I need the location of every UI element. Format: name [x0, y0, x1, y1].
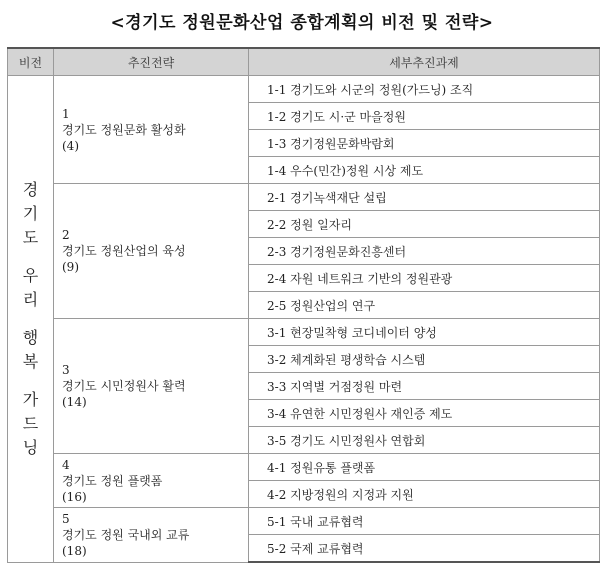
task-cell: 1-4 우수(민간)정원 시상 제도 [249, 157, 600, 184]
strategy-count: (14) [62, 395, 87, 409]
task-cell: 2-2 정원 일자리 [249, 211, 600, 238]
strategy-count: (18) [62, 543, 87, 558]
strategy-name: 경기도 정원 국내외 교류 [62, 527, 190, 542]
table-row [8, 184, 600, 211]
strategy-name: 경기도 정원 플랫폼 [62, 473, 163, 488]
vision-char: 닝 [22, 437, 39, 457]
vision-char: 우 [22, 265, 39, 285]
strategy-num: 1 [62, 106, 70, 121]
table-row [8, 454, 600, 481]
task-cell: 3-1 현장밀착형 코디네이터 양성 [249, 319, 600, 346]
vision-char: 가 [22, 389, 39, 409]
strategy-name: 경기도 정원산업의 육성 [62, 244, 186, 258]
strategy-count: (16) [62, 489, 87, 504]
vision-char: 행 [22, 327, 39, 347]
vision-char: 복 [22, 351, 39, 371]
strategy-cell [54, 184, 249, 319]
strategy-num: 5 [62, 511, 70, 526]
task-cell: 3-4 유연한 시민정원사 재인증 제도 [249, 400, 600, 427]
task-cell: 1-2 경기도 시·군 마을정원 [249, 103, 600, 130]
vision-char: 리 [22, 289, 39, 309]
task-cell: 3-3 지역별 거점정원 마련 [249, 373, 600, 400]
strategy-name: 경기도 정원문화 활성화 [62, 122, 186, 137]
strategy-cell [54, 319, 249, 454]
vision-char: 경 [22, 179, 39, 199]
strategy-count: (9) [62, 260, 79, 274]
table-row [8, 319, 600, 346]
header-strategy: 추진전략 [54, 48, 249, 76]
table-body [8, 76, 600, 563]
task-cell: 1-3 경기정원문화박람회 [249, 130, 600, 157]
strategy-cell [54, 454, 249, 508]
task-cell: 4-2 지방정원의 지정과 지원 [249, 481, 600, 508]
task-cell: 2-4 자원 네트워크 기반의 정원관광 [249, 265, 600, 292]
header-vision: 비전 [8, 48, 54, 76]
strategy-num: 2 [62, 228, 70, 242]
header-row [8, 48, 600, 76]
vision-cell [8, 76, 54, 563]
strategy-cell [54, 76, 249, 184]
task-cell: 2-1 경기녹색재단 설립 [249, 184, 600, 211]
strategy-table [7, 47, 600, 563]
task-cell: 4-1 정원유통 플랫폼 [249, 454, 600, 481]
strategy-count: (4) [62, 138, 79, 153]
strategy-cell [54, 508, 249, 563]
header-tasks: 세부추진과제 [249, 48, 600, 76]
strategy-num: 3 [62, 363, 70, 377]
task-cell: 1-1 경기도와 시군의 정원(가드닝) 조직 [249, 76, 600, 103]
task-cell: 5-2 국제 교류협력 [249, 535, 600, 563]
strategy-name: 경기도 시민정원사 활력 [62, 379, 186, 393]
task-cell: 2-3 경기정원문화진흥센터 [249, 238, 600, 265]
vision-char: 드 [22, 413, 39, 433]
page-title: <경기도 정원문화산업 종합계획의 비전 및 전략> [110, 13, 494, 33]
task-cell: 3-2 체계화된 평생학습 시스템 [249, 346, 600, 373]
table-row [8, 508, 600, 535]
task-cell: 5-1 국내 교류협력 [249, 508, 600, 535]
task-cell: 3-5 경기도 시민정원사 연합회 [249, 427, 600, 454]
vision-char: 도 [22, 227, 39, 247]
strategy-num: 4 [62, 457, 70, 472]
table-row [8, 76, 600, 103]
vision-char: 기 [22, 203, 39, 223]
task-cell: 2-5 정원산업의 연구 [249, 292, 600, 319]
